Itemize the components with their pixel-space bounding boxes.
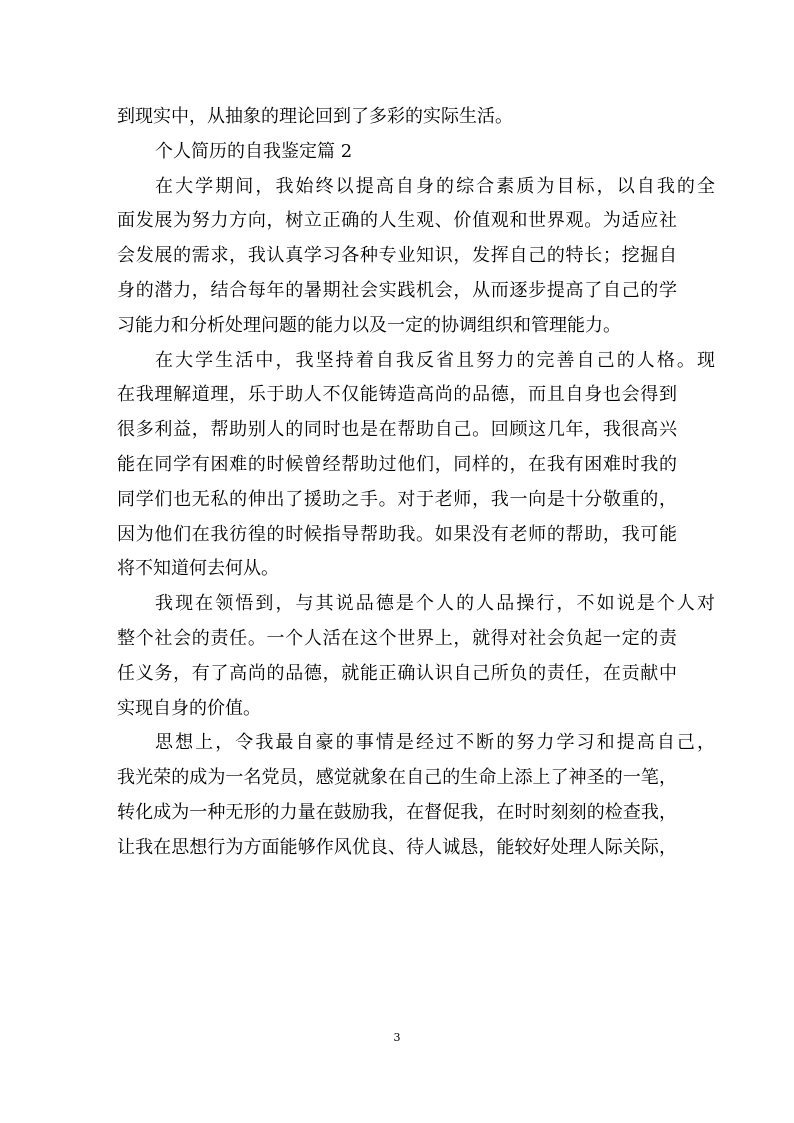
text-line: 面发展为努力方向，树立正确的人生观、价值观和世界观。为适应社 (117, 210, 677, 232)
text-line: 任义务，有了高尚的品德，就能正确认识自己所负的责任，在贡献中 (117, 662, 677, 684)
text-line: 我现在领悟到，与其说品德是个人的人品操行，不如说是个人对 (155, 593, 715, 615)
text-line: 因为他们在我彷徨的时候指导帮助我。如果没有老师的帮助，我可能 (117, 523, 677, 545)
text-line: 会发展的需求，我认真学习各种专业知识，发挥自己的特长；挖掘自 (117, 245, 677, 267)
text-line: 整个社会的责任。一个人活在这个世界上，就得对社会负起一定的责 (117, 627, 677, 649)
section-heading: 个人简历的自我鉴定篇 2 (155, 140, 353, 162)
text-line: 在我理解道理，乐于助人不仅能铸造高尚的品德，而且自身也会得到 (117, 384, 677, 406)
text-line: 到现实中，从抽象的理论回到了多彩的实际生活。 (117, 106, 513, 127)
text-line: 思想上，令我最自豪的事情是经过不断的努力学习和提高自己， (155, 732, 715, 754)
text-line: 让我在思想行为方面能够作风优良、待人诚恳，能较好处理人际关际， (117, 836, 677, 858)
text-line: 很多利益，帮助别人的同时也是在帮助自己。回顾这几年，我很高兴 (117, 419, 677, 441)
document-body (117, 100, 715, 866)
text-line: 在大学生活中，我坚持着自我反省且努力的完善自己的人格。现 (155, 349, 715, 371)
page-number: 3 (393, 1031, 401, 1044)
text-line: 将不知道何去何从。 (117, 558, 279, 580)
text-line: 身的潜力，结合每年的暑期社会实践机会，从而逐步提高了自己的学 (117, 279, 677, 301)
text-line: 能在同学有困难的时候曾经帮助过他们，同样的，在我有困难时我的 (117, 453, 677, 475)
text-line: 在大学期间，我始终以提高自身的综合素质为目标，以自我的全 (155, 175, 715, 197)
text-line: 实现自身的价值。 (117, 697, 261, 719)
text-line: 同学们也无私的伸出了援助之手。对于老师，我一向是十分敬重的， (117, 488, 677, 510)
text-line: 我光荣的成为一名党员，感觉就象在自己的生命上添上了神圣的一笔， (117, 767, 677, 789)
text-line: 习能力和分析处理问题的能力以及一定的协调组织和管理能力。 (117, 314, 621, 336)
text-line: 转化成为一种无形的力量在鼓励我，在督促我，在时时刻刻的检查我， (117, 801, 677, 823)
